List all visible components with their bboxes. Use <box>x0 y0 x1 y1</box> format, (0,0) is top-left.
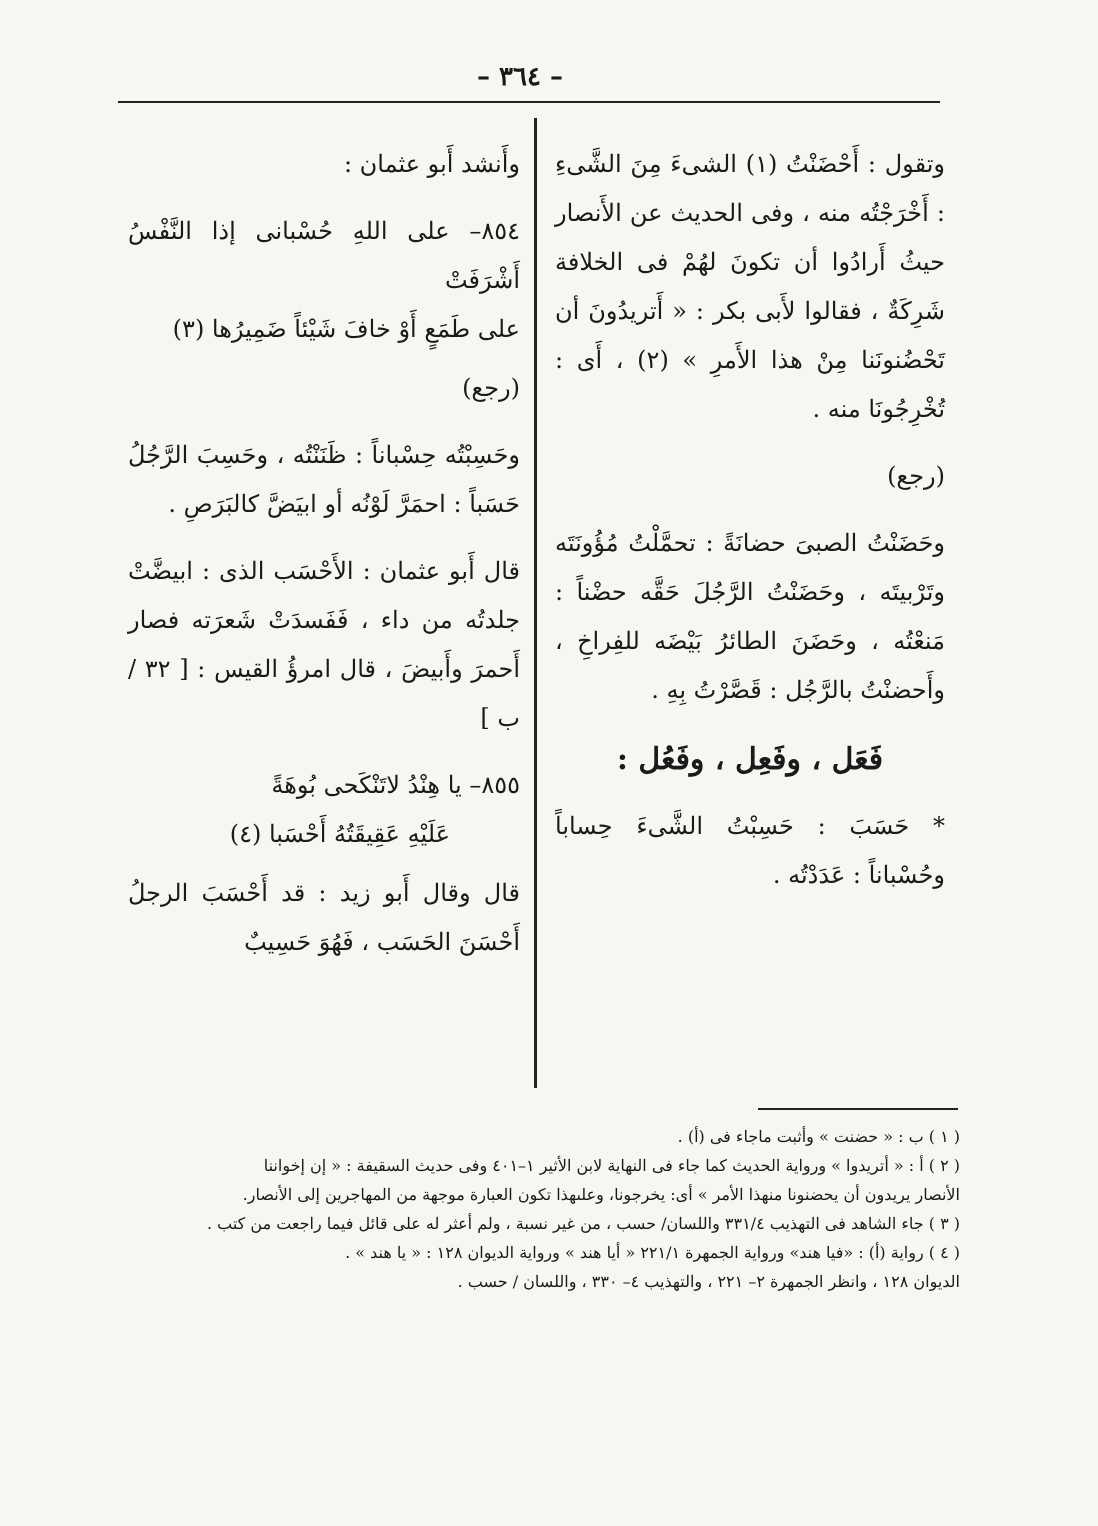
paragraph-hasab-entry: * حَسَبَ : حَسِبْتُ الشَّىءَ حِساباً وحُسْباناً : عَدَدْتُه . <box>555 812 945 889</box>
footnote-1: ( ١ ) ب : « حضنت » وأثبت ماجاء فى (أ) . <box>677 1127 960 1146</box>
footnote-rule <box>758 1108 958 1110</box>
footnote-3: ( ٣ ) جاء الشاهد فى التهذيب ٣٣١/٤ واللسان/ حسب ، من غير نسبة ، ولم أعثر له على قائل فيما راجعت من كتب . <box>206 1214 960 1233</box>
section-heading: فَعَل ، وفَعِل ، وفَعُل : <box>616 742 884 777</box>
footnote-2-continued: الأنصار يريدون أن يحضنونا منهذا الأمر » أى: يخرجونا، وعلىهذا تكون العبارة موجهة من المهاجرين إلى الأنصار. <box>242 1185 960 1204</box>
paragraph-abu-zayd: قال وقال أَبو زيد : قد أَحْسَبَ الرجلُ أَحْسَنَ الحَسَب ، فَهُوَ حَسِيبٌ <box>128 879 520 956</box>
page-number: – ٣٦٤ – <box>476 62 564 92</box>
footnote-2: ( ٢ ) أ : « أتريدوا » ورواية الحديث كما جاء فى النهاية لابن الأثير ١–٤٠١ وفى حديث السقيفة : « إن إخواننا <box>263 1156 960 1175</box>
footnote-4-continued: الديوان ١٢٨ ، وانظر الجمهرة ٢– ٢٢١ ، والتهذيب ٤– ٣٣٠ ، واللسان / حسب . <box>457 1272 960 1291</box>
verse-854-line-2: على طَمَعٍ أَوْ خافَ شَيْئاً ضَمِيرُها (٣) <box>172 315 520 343</box>
paragraph-abu-uthman: قال أَبو عثمان : الأَحْسَب الذى : ابيضَّتْ جلدتُه من داء ، فَفَسدَتْ شَعرَته فصار أَحمرَ وأَبيضَ ، قال امرؤُ القيس : [ ٣٢ / ب ] <box>128 557 521 732</box>
verse-intro: وأَنشد أَبو عثمان : <box>343 150 520 178</box>
verse-855-line-1: ٨٥٥– يا هِنْدُ لاتَنْكَحى بُوهَةً <box>271 771 520 799</box>
paragraph-hadn-intro: وتقول : أَحْضَنْتُ (١) الشىءَ مِنَ الشَّىءِ : أَخْرَجْتُه منه ، وفى الحديث عن الأَنصار حيثُ أَرادُوا أن تكونَ لهُمْ فى الخلافة شَرِكَةٌ ، فقالوا لأَبى بكر : « أَتريدُونَ أن تَحْضُنونَنا مِنْ هذا الأَمرِ » (٢) ، أَى : تُخْرِجُونَا منه . <box>555 150 945 423</box>
left-column <box>128 140 520 985</box>
verse-855-line-2: عَلَيْهِ عَقِيقَتُهُ أَحْسَبا (٤) <box>229 820 450 848</box>
column-divider <box>534 118 537 1088</box>
header-rule <box>118 101 940 103</box>
return-marker: (رجع) <box>887 462 945 490</box>
verse-855 <box>128 761 520 859</box>
return-marker: (رجع) <box>462 374 520 402</box>
verse-854 <box>128 207 520 354</box>
right-column <box>555 140 945 918</box>
verse-854-line-1: ٨٥٤– على اللهِ حُسْبانى إذا النَّفْسُ أَشْرَفَتْ <box>128 217 520 294</box>
paragraph-hadn-meanings: وحَضَنْتُ الصبىَ حضانَةً : تحمَّلْتُ مُؤُونَتَه وتَرْبيتَه ، وحَضَنْتُ الرَّجُلَ حَقَّه حضْناً : مَنعْتُه ، وحَضَنَ الطائرُ بَيْضَه للفِراخِ ، وأَحضنْتُ بالرَّجُل : قَصَّرْتُ بِهِ . <box>555 529 945 704</box>
paragraph-hasibtuhu: وحَسِبْتُه حِسْباناً : ظَنَنْتُه ، وحَسِبَ الرَّجُلُ حَسَباً : احمَرَّ لَوْنُه أو ابيَضَّ كالبَرَصِ . <box>128 441 520 518</box>
footnote-4: ( ٤ ) رواية (أ) : «فيا هند» ورواية الجمهرة ٢٢١/١ « أيا هند » ورواية الديوان ١٢٨ : « يا هند » . <box>345 1243 960 1262</box>
footnotes <box>138 1122 960 1296</box>
